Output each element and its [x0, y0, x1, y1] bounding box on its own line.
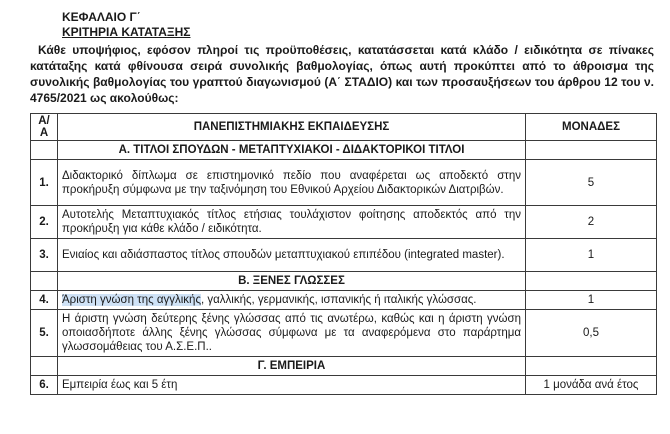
chapter-heading: ΚΕΦΑΛΑΙΟ Γ΄ [62, 10, 141, 24]
row-description-rest: , γαλλικής, γερμανικής, ισπανικής ή ιταλικής γλώσσας. [201, 294, 477, 306]
row-number: 4. [31, 291, 58, 310]
row-description: Αυτοτελής Μεταπτυχιακός τίτλος ετήσιας τουλάχιστον φοίτησης αποδεκτός από την προκήρυξη για κάθε κλάδο / ειδικότητα. [58, 206, 526, 239]
row-points: 2 [526, 206, 657, 239]
row-points: 5 [526, 160, 657, 206]
table-row [31, 376, 657, 395]
table-row [31, 291, 657, 310]
header-aa: Α/Α [31, 114, 58, 141]
row-points: 1 μονάδα ανά έτος [526, 376, 657, 395]
row-number: 2. [31, 206, 58, 239]
section-a-title: Α. ΤΙΤΛΟΙ ΣΠΟΥΔΩΝ - ΜΕΤΑΠΤΥΧΙΑΚΟΙ - ΔΙΔΑΚΤΟΡΙΚΟΙ ΤΙΤΛΟΙ [58, 141, 526, 160]
row-description[interactable] [58, 291, 526, 310]
section-row-c [31, 357, 657, 376]
table-row [31, 239, 657, 272]
row-number: 5. [31, 310, 58, 357]
section-row-b [31, 272, 657, 291]
table-row [31, 160, 657, 206]
row-description: Εμπειρία έως και 5 έτη [58, 376, 526, 395]
table-row [31, 206, 657, 239]
intro-paragraph: Κάθε υποψήφιος, εφόσον πληροί τις προϋποθέσεις, κατατάσσεται κατά κλάδο / ειδικότητα σε πίνακες κατάταξης κατά φθίνουσα σειρά συνολικής βαθμολογίας, όπως αυτή προκύπτει από το άθροισμα της συνολικής βαθμολογίας του γραπτού διαγωνισμού (Α΄ ΣΤΑΔΙΟ) και των προσαυξήσεων του άρθρου 12 του ν. 4765/2021 ως ακολούθως: [30, 43, 654, 105]
table-row [31, 310, 657, 357]
row-description: Ενιαίος και αδιάσπαστος τίτλος σπουδών μεταπτυχιακού επιπέδου (integrated master). [58, 239, 526, 272]
row-points: 1 [526, 239, 657, 272]
section-row-a [31, 141, 657, 160]
header-points: ΜΟΝΑΔΕΣ [526, 114, 657, 141]
section-b-title: Β. ΞΕΝΕΣ ΓΛΩΣΣΕΣ [58, 272, 526, 291]
criteria-title: ΚΡΙΤΗΡΙΑ ΚΑΤΑΤΑΞΗΣ [62, 25, 191, 39]
criteria-table [30, 113, 657, 395]
row-number: 3. [31, 239, 58, 272]
header-criteria: ΠΑΝΕΠΙΣΤΗΜΙΑΚΗΣ ΕΚΠΑΙΔΕΥΣΗΣ [58, 114, 526, 141]
row-description: Διδακτορικό δίπλωμα σε επιστημονικό πεδίο που αναφέρεται ως αποδεκτό στην προκήρυξη σύμφωνα με την ταξινόμηση του Εθνικού Αρχείου Διδακτορικών Διατριβών. [58, 160, 526, 206]
selected-text-highlight[interactable]: Άριστη γνώση της αγγλικής [62, 294, 201, 306]
row-points: 0,5 [526, 310, 657, 357]
table-header-row [31, 114, 657, 141]
section-c-title: Γ. ΕΜΠΕΙΡΙΑ [58, 357, 526, 376]
row-number: 1. [31, 160, 58, 206]
row-number: 6. [31, 376, 58, 395]
row-description: Η άριστη γνώση δεύτερης ξένης γλώσσας από τις ανωτέρω, καθώς και η άριστη γνώση οποιασδήποτε άλλης ξένης γλώσσας σύμφωνα με τα αναφερόμενα στο παράρτημα γλωσσομάθειας του Α.Σ.Ε.Π.. [58, 310, 526, 357]
row-points: 1 [526, 291, 657, 310]
